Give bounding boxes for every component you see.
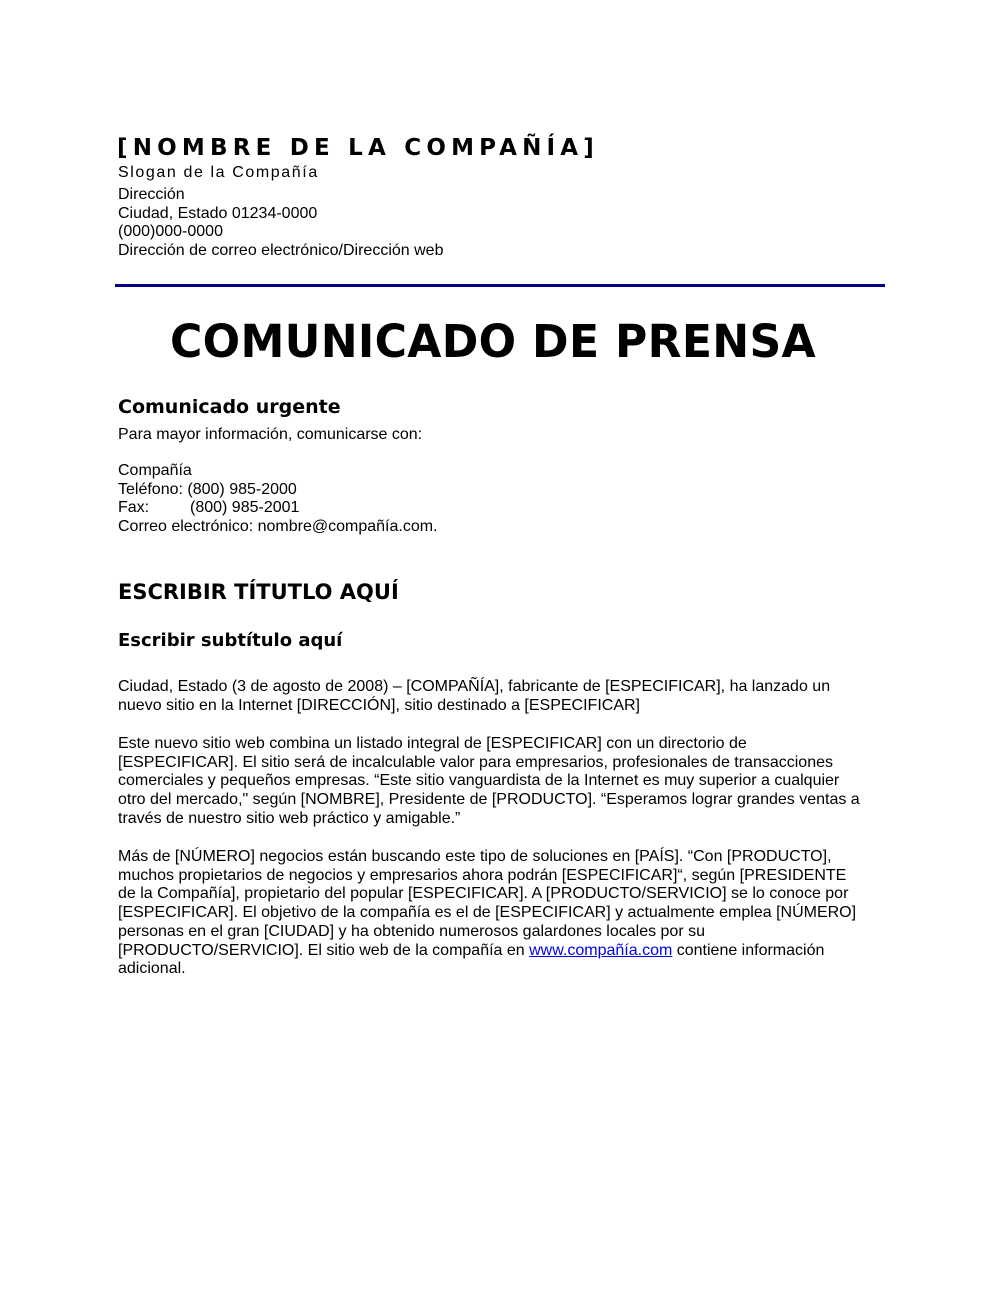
paragraph-line: nuevo sitio en la Internet [DIRECCIÓN], sitio destinado a [ESPECIFICAR]: [118, 696, 640, 714]
contact-email-row: [118, 518, 438, 537]
paragraph-2: [118, 735, 888, 829]
phone-label: Teléfono:: [118, 480, 183, 498]
article-title: ESCRIBIR TÍTUTLO AQUÍ: [118, 580, 399, 604]
paragraph-line: Ciudad, Estado (3 de agosto de 2008) – [COMPAÑÍA], fabricante de [ESPECIFICAR], ha lanzado un: [118, 678, 831, 695]
header-divider: [115, 284, 885, 287]
email-value: nombre@compañía.com.: [257, 518, 438, 536]
company-name: [NOMBRE DE LA COMPAÑÍA]: [117, 135, 600, 161]
email-label: Correo electrónico:: [118, 518, 254, 536]
company-website-link[interactable]: www.compañía.com: [529, 941, 673, 959]
article-subtitle: Escribir subtítulo aquí: [118, 630, 343, 651]
contact-intro: Para mayor información, comunicarse con:: [118, 426, 423, 443]
address-line: Dirección: [118, 186, 185, 203]
paragraph-line: Más de [NÚMERO] negocios están buscando este tipo de soluciones en [PAÍS]. “Con [PRODUCTO],: [118, 848, 832, 865]
paragraph-line: personas en el gran [CIUDAD] y ha obtenido numerosos galardones locales por su: [118, 922, 705, 940]
release-heading: Comunicado urgente: [118, 396, 341, 418]
paragraph-line: [ESPECIFICAR]. El objetivo de la compañía es el de [ESPECIFICAR] y actualmente emplea [NÚMERO]: [118, 904, 857, 922]
paragraph-line: de la Compañía], propietario del popular [ESPECIFICAR]. A [PRODUCTO/SERVICIO] se lo conoce por: [118, 885, 849, 903]
contact-company: [118, 462, 438, 481]
paragraph-3: [118, 848, 888, 979]
paragraph-1: [118, 678, 888, 715]
fax-label: Fax:: [118, 499, 150, 517]
city-state-zip: Ciudad, Estado 01234-0000: [118, 204, 318, 222]
page-title: COMUNICADO DE PRENSA: [169, 315, 816, 368]
paragraph-line: través de nuestro sitio web práctico y amigable.”: [118, 809, 461, 827]
paragraph-line: otro del mercado," según [NOMBRE], Presidente de [PRODUCTO]. “Esperamos lograr grandes ventas a: [118, 791, 860, 809]
paragraph-line: Este nuevo sitio web combina un listado integral de [ESPECIFICAR] con un directorio de: [118, 735, 747, 752]
contact-phone-row: [118, 481, 438, 500]
fax-value: (800) 985-2001: [190, 499, 300, 517]
paragraph-line: comerciales y pequeños empresas. “Este sitio vanguardista de la Internet es muy superior a cualquier: [118, 772, 840, 790]
paragraph-line-with-link: [118, 942, 888, 961]
paragraph-line: adicional.: [118, 960, 186, 978]
company-slogan: Slogan de la Compañía: [118, 164, 319, 181]
contact-block: [118, 462, 438, 537]
link-prefix-text: [PRODUCTO/SERVICIO]. El sitio web de la compañía en: [118, 941, 530, 959]
email-web-address: Dirección de correo electrónico/Dirección web: [118, 242, 444, 260]
contact-company-name: Compañía: [118, 462, 192, 479]
link-suffix-text: contiene información: [672, 941, 825, 959]
paragraph-line: [ESPECIFICAR]. El sitio será de incalculable valor para empresarios, profesionales de transacciones: [118, 753, 833, 771]
company-phone: (000)000-0000: [118, 223, 223, 241]
contact-fax-row: [118, 499, 438, 518]
phone-value: (800) 985-2000: [187, 480, 297, 498]
paragraph-line: muchos propietarios de negocios y empresarios ahora podrán [ESPECIFICAR]“, según [PRESIDENTE: [118, 866, 847, 884]
company-address-block: [118, 186, 443, 261]
